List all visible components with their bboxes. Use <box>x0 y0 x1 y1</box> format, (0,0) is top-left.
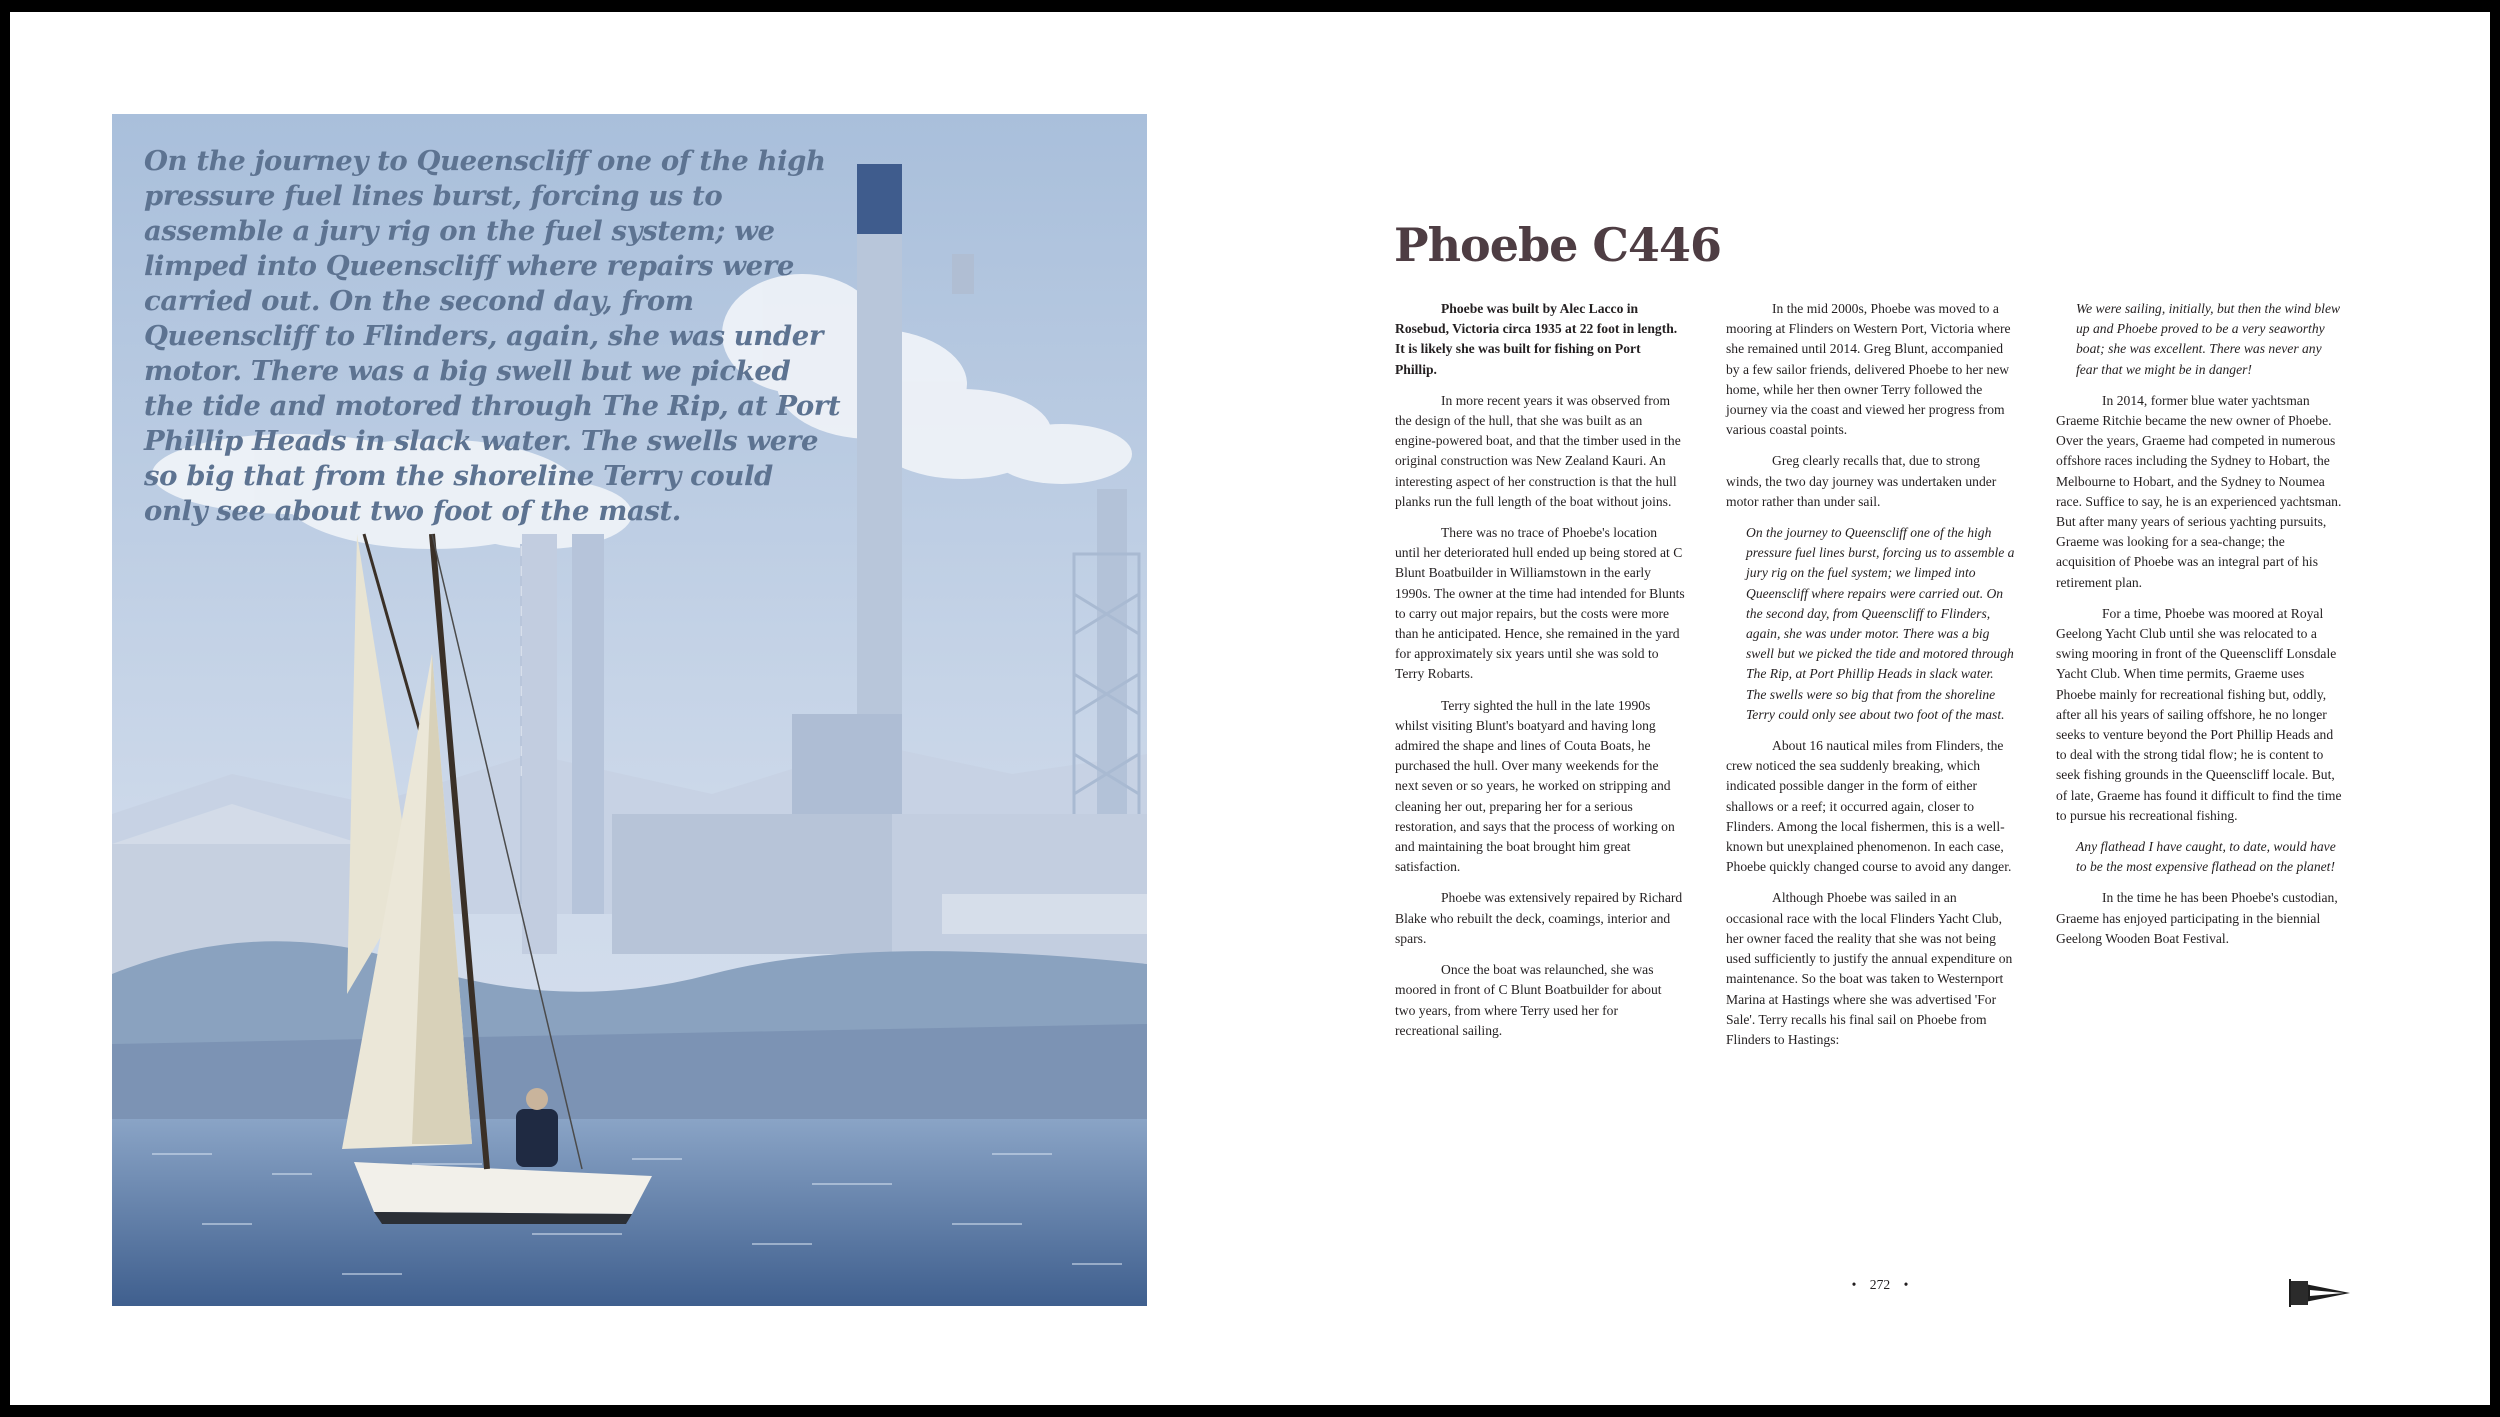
book-spread <box>10 12 2490 1405</box>
body-paragraph: Once the boat was relaunched, she was moored in front of C Blunt Boatbuilder for about two years, from where Terry used her for recreational sailing. <box>1395 962 1662 1038</box>
body-paragraph: Although Phoebe was sailed in an occasional race with the local Flinders Yacht Club, her owner faced the reality that she was not being used sufficiently to justify the annual expenditure on maintenance. So the boat was taken to Westernport Marina at Hastings where she was advertised 'For Sale'. Terry recalls his final sail on Phoebe from Flinders to Hastings: <box>1726 890 2013 1047</box>
block-quote: On the journey to Queenscliff one of the high pressure fuel lines burst, forcing us to assemble a jury rig on the fuel system; we limped into Queenscliff where repairs were carried out. On the second day, from Queenscliff to Flinders, again, she was under motor. There was a big swell but we picked the tide and motored through The Rip, at Port Phillip Heads in slack water. The swells were so big that from the shoreline Terry could only see about two foot of the mast. <box>1746 525 2015 722</box>
text-column-2 <box>1726 299 2016 1061</box>
text-column-3 <box>2056 299 2346 960</box>
page-number: • 272 • <box>1851 1277 1909 1292</box>
sailboat-photo <box>112 114 1147 1306</box>
club-pennant-icon <box>2288 1278 2352 1308</box>
intro-paragraph: Phoebe was built by Alec Lacco in Rosebud, Victoria circa 1935 at 22 foot in length. It is likely she was built for fishing on Port Phillip. <box>1395 301 1678 377</box>
block-quote: Any flathead I have caught, to date, would have to be the most expensive flathead on the planet! <box>2076 839 2336 875</box>
body-paragraph: About 16 nautical miles from Flinders, the crew noticed the sea suddenly breaking, which indicated possible danger in the form of either shallows or a reef; it occurred again, closer to Flinders. Among the local fishermen, this is a well-known but unexplained phenomenon. In each case, Phoebe quickly changed course to avoid any danger. <box>1726 738 2012 875</box>
body-paragraph: In more recent years it was observed from the design of the hull, that she was built as an engine-powered boat, and that the timber used in the original construction was New Zealand Kauri. An interesting aspect of her construction is that the hull planks run the full length of the boat without joins. <box>1395 392 1681 509</box>
block-quote: We were sailing, initially, but then the wind blew up and Phoebe proved to be a very seaworthy boat; she was excellent. There was never any fear that we might be in danger! <box>2076 301 2341 377</box>
body-paragraph: Terry sighted the hull in the late 1990s whilst visiting Blunt's boatyard and having long admired the shape and lines of Couta Boats, he purchased the hull. Over many weekends for the next seven or so years, he worked on stripping and cleaning her out, preparing her for a serious restoration, and says that the process of working on and maintaining the boat brought him great satisfaction. <box>1395 697 1675 875</box>
body-paragraph: Phoebe was extensively repaired by Richard Blake who rebuilt the deck, coamings, interior and spars. <box>1395 890 1683 946</box>
text-column-1 <box>1395 299 1685 1052</box>
article-title: Phoebe C446 <box>1394 218 1722 272</box>
body-paragraph: In 2014, former blue water yachtsman Graeme Ritchie became the new owner of Phoebe. Over the years, Graeme had competed in numerous offshore races including the Sydney to Hobart, the Melbourne to Hobart, and the Sydney to Noumea race. Suffice to say, he is an experienced yachtsman. But after many years of serious yachting pursuits, Graeme was looking for a sea-change; the acquisition of Phoebe was an integral part of his retirement plan. <box>2056 392 2342 590</box>
body-paragraph: Greg clearly recalls that, due to strong winds, the two day journey was undertaken under motor rather than under sail. <box>1726 453 1997 509</box>
pull-quote: On the journey to Queenscliff one of the high pressure fuel lines burst, forcing us to assemble a jury rig on the fuel system; we limped into Queenscliff where repairs were carried out. On the second day, from Queenscliff to Flinders, again, she was under motor. There was a big swell but we picked the tide and motored through The Rip, at Port Phillip Heads in slack water. The swells were so big that from the shoreline Terry could only see about two foot of the mast. <box>144 145 841 527</box>
body-paragraph: In the time he has been Phoebe's custodian, Graeme has enjoyed participating in the biennial Geelong Wooden Boat Festival. <box>2056 890 2338 946</box>
body-paragraph: There was no trace of Phoebe's location until her deteriorated hull ended up being stored at C Blunt Boatbuilder in Williamstown in the early 1990s. The owner at the time had intended for Blunts to carry out major repairs, but the costs were more than he anticipated. Hence, she remained in the yard for approximately six years until she was sold to Terry Robarts. <box>1395 525 1685 682</box>
body-paragraph: In the mid 2000s, Phoebe was moved to a mooring at Flinders on Western Port, Victoria where she remained until 2014. Greg Blunt, accompanied by a few sailor friends, delivered Phoebe to her new home, while her then owner Terry followed the journey via the coast and viewed her progress from various coastal points. <box>1726 301 2011 438</box>
body-paragraph: For a time, Phoebe was moored at Royal Geelong Yacht Club until she was relocated to a swing mooring in front of the Queenscliff Lonsdale Yacht Club. When time permits, Graeme uses Phoebe mainly for recreational fishing but, oddly, after all his years of sailing offshore, he no longer seeks to venture beyond the Port Phillip Heads and to deal with the strong tidal flow; he is content to seek fishing grounds in the Queenscliff locale. But, of late, Graeme has found it difficult to find the time to pursue his recreational fishing. <box>2056 605 2342 823</box>
